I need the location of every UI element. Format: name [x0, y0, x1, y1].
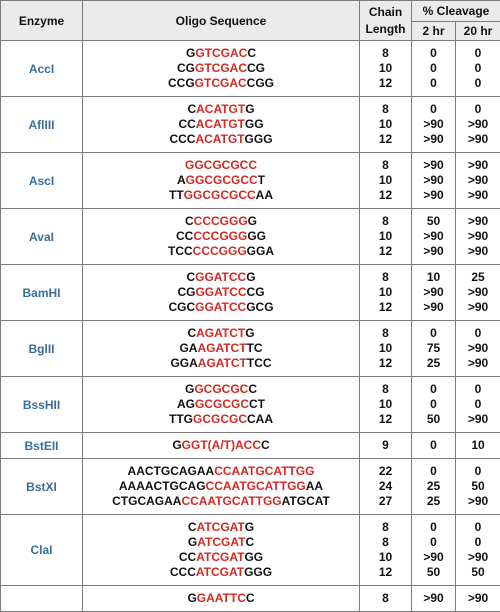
chain-length: 12 — [360, 244, 411, 259]
chain-length: 12 — [360, 356, 411, 371]
oligo-sequence — [83, 102, 359, 117]
enzyme-name: BglII — [1, 321, 83, 377]
chain-length: 12 — [360, 412, 411, 427]
cleavage-20hr: 0 — [456, 61, 500, 76]
chain-length-cell — [360, 97, 412, 153]
flanking-sequence: GGG — [245, 132, 273, 146]
chain-length: 12 — [360, 188, 411, 203]
cleavage-2hr: 0 — [412, 76, 455, 91]
flanking-sequence: A — [177, 173, 186, 187]
table-row — [1, 321, 500, 377]
cleavage-2hr: 50 — [412, 412, 455, 427]
flanking-sequence: G — [186, 46, 195, 60]
cleavage-2hr-cell — [412, 153, 456, 209]
cleavage-2hr: 10 — [412, 270, 455, 285]
cleavage-20hr-cell — [456, 433, 500, 459]
recognition-site: GGCGCGCC — [185, 158, 257, 172]
chain-length: 27 — [360, 494, 411, 509]
flanking-sequence: G — [245, 520, 254, 534]
chain-length: 10 — [360, 285, 411, 300]
flanking-sequence: CGC — [168, 300, 195, 314]
oligo-sequence-cell — [83, 433, 360, 459]
recognition-site: ATCGAT — [196, 550, 244, 564]
flanking-sequence: CG — [177, 285, 195, 299]
cleavage-20hr-cell — [456, 265, 500, 321]
chain-length: 10 — [360, 173, 411, 188]
flanking-sequence: CT — [249, 397, 265, 411]
table-row — [1, 586, 500, 612]
flanking-sequence: C — [246, 591, 255, 605]
flanking-sequence: CCG — [168, 76, 195, 90]
chain-length-cell — [360, 209, 412, 265]
chain-length-cell — [360, 586, 412, 612]
recognition-site: GGCGCGCC — [186, 173, 258, 187]
oligo-sequence — [83, 520, 359, 535]
cleavage-20hr: 25 — [456, 270, 500, 285]
cleavage-2hr: 0 — [412, 464, 455, 479]
oligo-sequence — [83, 326, 359, 341]
flanking-sequence: GGA — [247, 244, 274, 258]
oligo-sequence-cell — [83, 153, 360, 209]
oligo-sequence — [83, 535, 359, 550]
flanking-sequence: C — [248, 382, 257, 396]
flanking-sequence: CCC — [169, 132, 195, 146]
recognition-site: GGATCC — [195, 300, 246, 314]
flanking-sequence: GG — [247, 229, 266, 243]
recognition-site: GTCGAC — [195, 76, 247, 90]
chain-length-cell — [360, 321, 412, 377]
flanking-sequence: CG — [247, 285, 265, 299]
table-row — [1, 459, 500, 515]
flanking-sequence: CG — [247, 61, 265, 75]
cleavage-2hr: 0 — [412, 61, 455, 76]
header-20hr: 20 hr — [456, 22, 500, 41]
flanking-sequence: C — [185, 214, 194, 228]
recognition-site: ACATGT — [195, 132, 244, 146]
cleavage-20hr: 0 — [456, 76, 500, 91]
cleavage-20hr: >90 — [456, 356, 500, 371]
flanking-sequence: T — [258, 173, 265, 187]
table-row — [1, 41, 500, 97]
chain-length-cell — [360, 459, 412, 515]
recognition-site: ACATGT — [196, 117, 245, 131]
recognition-site: GGATCC — [195, 285, 246, 299]
cleavage-20hr-cell — [456, 515, 500, 586]
oligo-sequence — [83, 188, 359, 203]
oligo-sequence — [83, 270, 359, 285]
flanking-sequence: TTG — [169, 412, 193, 426]
cleavage-20hr: >90 — [456, 341, 500, 356]
oligo-sequence-cell — [83, 265, 360, 321]
recognition-site: ATCGAT — [196, 565, 244, 579]
cleavage-2hr: >90 — [412, 188, 455, 203]
chain-length: 8 — [360, 591, 411, 606]
flanking-sequence: ATGCAT — [282, 494, 330, 508]
flanking-sequence: CG — [177, 61, 195, 75]
oligo-sequence-cell — [83, 97, 360, 153]
recognition-site: GGCGCGCC — [184, 188, 256, 202]
cleavage-20hr: 10 — [456, 438, 500, 453]
flanking-sequence: C — [247, 46, 256, 60]
flanking-sequence: GG — [244, 550, 263, 564]
enzyme-name: BssHII — [1, 377, 83, 433]
chain-length-cell — [360, 153, 412, 209]
cleavage-2hr: 25 — [412, 494, 455, 509]
cleavage-20hr-cell — [456, 97, 500, 153]
oligo-sequence-cell — [83, 321, 360, 377]
cleavage-2hr-cell — [412, 515, 456, 586]
oligo-sequence — [83, 229, 359, 244]
oligo-sequence — [83, 382, 359, 397]
recognition-site: GAATTC — [197, 591, 246, 605]
flanking-sequence: AACTGCAGAA — [128, 464, 215, 478]
chain-length: 8 — [360, 520, 411, 535]
oligo-sequence — [83, 397, 359, 412]
recognition-site: AGATCT — [196, 326, 245, 340]
cleavage-20hr: >90 — [456, 494, 500, 509]
table-row — [1, 433, 500, 459]
chain-length-cell — [360, 433, 412, 459]
cleavage-2hr: 0 — [412, 520, 455, 535]
cleavage-20hr: 0 — [456, 102, 500, 117]
cleavage-2hr: 0 — [412, 102, 455, 117]
cleavage-2hr: 0 — [412, 46, 455, 61]
flanking-sequence: CC — [179, 550, 196, 564]
oligo-sequence — [83, 412, 359, 427]
chain-length: 22 — [360, 464, 411, 479]
chain-length: 12 — [360, 565, 411, 580]
cleavage-20hr: 0 — [456, 382, 500, 397]
chain-length-cell — [360, 41, 412, 97]
oligo-sequence — [83, 46, 359, 61]
chain-length: 10 — [360, 550, 411, 565]
recognition-site: AGATCT — [197, 341, 246, 355]
flanking-sequence: G — [172, 438, 181, 452]
chain-length-cell — [360, 265, 412, 321]
flanking-sequence: G — [185, 382, 194, 396]
cleavage-2hr: >90 — [412, 173, 455, 188]
flanking-sequence: C — [188, 520, 197, 534]
cleavage-2hr: >90 — [412, 244, 455, 259]
cleavage-2hr: 0 — [412, 535, 455, 550]
flanking-sequence: CAA — [247, 412, 273, 426]
header-chain-length: Chain Length — [360, 1, 412, 41]
chain-length-cell — [360, 515, 412, 586]
chain-length: 8 — [360, 158, 411, 173]
table-row — [1, 209, 500, 265]
oligo-sequence — [83, 285, 359, 300]
table-row — [1, 97, 500, 153]
chain-length: 8 — [360, 102, 411, 117]
flanking-sequence: CGG — [247, 76, 274, 90]
cleavage-20hr: 0 — [456, 464, 500, 479]
flanking-sequence: C — [186, 270, 195, 284]
flanking-sequence: AA — [256, 188, 273, 202]
cleavage-2hr-cell — [412, 586, 456, 612]
enzyme-name: AccI — [1, 41, 83, 97]
enzyme-name: BstXI — [1, 459, 83, 515]
recognition-site: ATCGAT — [197, 520, 245, 534]
recognition-site: CCAATGCATTGG — [206, 479, 306, 493]
recognition-site: GCGCGC — [194, 382, 248, 396]
cleavage-2hr: 25 — [412, 356, 455, 371]
cleavage-2hr-cell — [412, 97, 456, 153]
chain-length: 9 — [360, 438, 411, 453]
cleavage-2hr: >90 — [412, 158, 455, 173]
header-enzyme: Enzyme — [1, 1, 83, 41]
enzyme-name: AflIII — [1, 97, 83, 153]
chain-length: 12 — [360, 76, 411, 91]
cleavage-20hr: >90 — [456, 285, 500, 300]
recognition-site: AGATCT — [198, 356, 247, 370]
oligo-sequence-cell — [83, 515, 360, 586]
recognition-site: GCGCGC — [193, 412, 247, 426]
cleavage-2hr: >90 — [412, 229, 455, 244]
oligo-sequence — [83, 356, 359, 371]
cleavage-2hr-cell — [412, 321, 456, 377]
flanking-sequence: AAAACTGCAG — [119, 479, 206, 493]
enzyme-name: AvaI — [1, 209, 83, 265]
flanking-sequence: TC — [247, 341, 263, 355]
cleavage-20hr: 0 — [456, 520, 500, 535]
cleavage-20hr: 0 — [456, 326, 500, 341]
chain-length: 10 — [360, 61, 411, 76]
oligo-sequence — [83, 494, 359, 509]
cleavage-2hr: 0 — [412, 382, 455, 397]
cleavage-20hr-cell — [456, 41, 500, 97]
cleavage-2hr-cell — [412, 377, 456, 433]
chain-length: 24 — [360, 479, 411, 494]
cleavage-20hr: 50 — [456, 479, 500, 494]
recognition-site: CCCGGG — [194, 214, 248, 228]
flanking-sequence: G — [246, 270, 255, 284]
recognition-site: GTCGAC — [195, 46, 247, 60]
flanking-sequence: AG — [177, 397, 195, 411]
header-oligo-sequence: Oligo Sequence — [83, 1, 360, 41]
flanking-sequence: G — [188, 535, 197, 549]
cleavage-20hr: >90 — [456, 229, 500, 244]
flanking-sequence: G — [245, 326, 254, 340]
chain-length: 12 — [360, 300, 411, 315]
flanking-sequence: CC — [176, 229, 193, 243]
flanking-sequence: GA — [179, 341, 197, 355]
cleavage-20hr: >90 — [456, 188, 500, 203]
cleavage-20hr: >90 — [456, 214, 500, 229]
cleavage-2hr: 25 — [412, 479, 455, 494]
oligo-sequence-cell — [83, 209, 360, 265]
table-body — [1, 41, 500, 612]
cleavage-2hr: 50 — [412, 565, 455, 580]
flanking-sequence: GG — [245, 117, 264, 131]
chain-length: 12 — [360, 132, 411, 147]
flanking-sequence: G — [248, 214, 257, 228]
cleavage-2hr-cell — [412, 209, 456, 265]
recognition-site: GGATCC — [195, 270, 246, 284]
flanking-sequence: TCC — [247, 356, 272, 370]
oligo-sequence — [83, 591, 359, 606]
table-row — [1, 265, 500, 321]
cleavage-2hr-cell — [412, 433, 456, 459]
chain-length: 8 — [360, 382, 411, 397]
flanking-sequence: GGG — [244, 565, 272, 579]
flanking-sequence: GCG — [246, 300, 273, 314]
oligo-sequence — [83, 479, 359, 494]
cleavage-20hr: 0 — [456, 535, 500, 550]
flanking-sequence: G — [187, 591, 196, 605]
flanking-sequence: TT — [169, 188, 184, 202]
recognition-site: CCCGGG — [193, 229, 247, 243]
chain-length: 8 — [360, 270, 411, 285]
table-row — [1, 377, 500, 433]
chain-length: 8 — [360, 46, 411, 61]
flanking-sequence: C — [261, 438, 270, 452]
oligo-sequence-cell — [83, 459, 360, 515]
cleavage-20hr: >90 — [456, 117, 500, 132]
cleavage-2hr-cell — [412, 265, 456, 321]
oligo-sequence — [83, 173, 359, 188]
flanking-sequence: CTGCAGAA — [112, 494, 181, 508]
oligo-sequence-cell — [83, 377, 360, 433]
flanking-sequence: C — [187, 326, 196, 340]
flanking-sequence: G — [245, 102, 254, 116]
oligo-sequence-cell — [83, 586, 360, 612]
oligo-sequence — [83, 464, 359, 479]
header-cleavage: % Cleavage — [412, 1, 500, 22]
cleavage-2hr: 50 — [412, 214, 455, 229]
oligo-sequence — [83, 341, 359, 356]
table-header — [1, 1, 500, 41]
flanking-sequence: AA — [306, 479, 323, 493]
cleavage-2hr: >90 — [412, 550, 455, 565]
cleavage-20hr: >90 — [456, 300, 500, 315]
chain-length: 10 — [360, 397, 411, 412]
oligo-sequence — [83, 438, 359, 453]
cleavage-2hr-cell — [412, 41, 456, 97]
flanking-sequence: GGA — [170, 356, 197, 370]
recognition-site: GCGCGC — [195, 397, 249, 411]
chain-length: 8 — [360, 535, 411, 550]
enzyme-name: ClaI — [1, 515, 83, 586]
table-row — [1, 153, 500, 209]
enzyme-name: AscI — [1, 153, 83, 209]
cleavage-2hr: >90 — [412, 132, 455, 147]
cleavage-2hr: 0 — [412, 438, 455, 453]
cleavage-20hr: 0 — [456, 397, 500, 412]
cleavage-2hr: 0 — [412, 397, 455, 412]
cleavage-20hr: >90 — [456, 173, 500, 188]
oligo-sequence — [83, 214, 359, 229]
flanking-sequence: TCC — [168, 244, 193, 258]
enzyme-name: BamHI — [1, 265, 83, 321]
cleavage-2hr: >90 — [412, 300, 455, 315]
cleavage-20hr-cell — [456, 586, 500, 612]
flanking-sequence: CCC — [170, 565, 196, 579]
recognition-site: CCAATGCATTGG — [214, 464, 314, 478]
enzyme-name: BstEII — [1, 433, 83, 459]
cleavage-20hr: >90 — [456, 591, 500, 606]
cleavage-20hr: >90 — [456, 244, 500, 259]
oligo-sequence — [83, 300, 359, 315]
cleavage-20hr-cell — [456, 209, 500, 265]
enzyme-name — [1, 586, 83, 612]
cleavage-20hr: 50 — [456, 565, 500, 580]
cleavage-20hr: 0 — [456, 46, 500, 61]
flanking-sequence: CC — [178, 117, 195, 131]
cleavage-2hr: 0 — [412, 326, 455, 341]
cleavage-20hr-cell — [456, 377, 500, 433]
recognition-site: CCCGGG — [193, 244, 247, 258]
recognition-site: GGT(A/T)ACC — [182, 438, 261, 452]
cleavage-2hr: >90 — [412, 285, 455, 300]
cleavage-20hr: >90 — [456, 550, 500, 565]
flanking-sequence: C — [245, 535, 254, 549]
chain-length: 10 — [360, 341, 411, 356]
cleavage-20hr: >90 — [456, 158, 500, 173]
oligo-sequence — [83, 117, 359, 132]
recognition-site: ATCGAT — [197, 535, 245, 549]
oligo-sequence — [83, 61, 359, 76]
recognition-site: ACATGT — [196, 102, 245, 116]
oligo-sequence — [83, 76, 359, 91]
cleavage-2hr: 75 — [412, 341, 455, 356]
oligo-sequence — [83, 158, 359, 173]
recognition-site: CCAATGCATTGG — [181, 494, 281, 508]
cleavage-2hr-cell — [412, 459, 456, 515]
recognition-site: GTCGAC — [195, 61, 247, 75]
table-row — [1, 515, 500, 586]
oligo-sequence — [83, 565, 359, 580]
chain-length-cell — [360, 377, 412, 433]
cleavage-2hr: >90 — [412, 591, 455, 606]
oligo-sequence-cell — [83, 41, 360, 97]
cleavage-20hr-cell — [456, 459, 500, 515]
cleavage-20hr-cell — [456, 321, 500, 377]
flanking-sequence: C — [187, 102, 196, 116]
cleavage-20hr: >90 — [456, 132, 500, 147]
chain-length: 8 — [360, 214, 411, 229]
chain-length: 10 — [360, 117, 411, 132]
chain-length: 8 — [360, 326, 411, 341]
header-2hr: 2 hr — [412, 22, 456, 41]
oligo-sequence — [83, 244, 359, 259]
cleavage-2hr: >90 — [412, 117, 455, 132]
cleavage-20hr-cell — [456, 153, 500, 209]
cleavage-20hr: >90 — [456, 412, 500, 427]
chain-length: 10 — [360, 229, 411, 244]
oligo-sequence — [83, 132, 359, 147]
